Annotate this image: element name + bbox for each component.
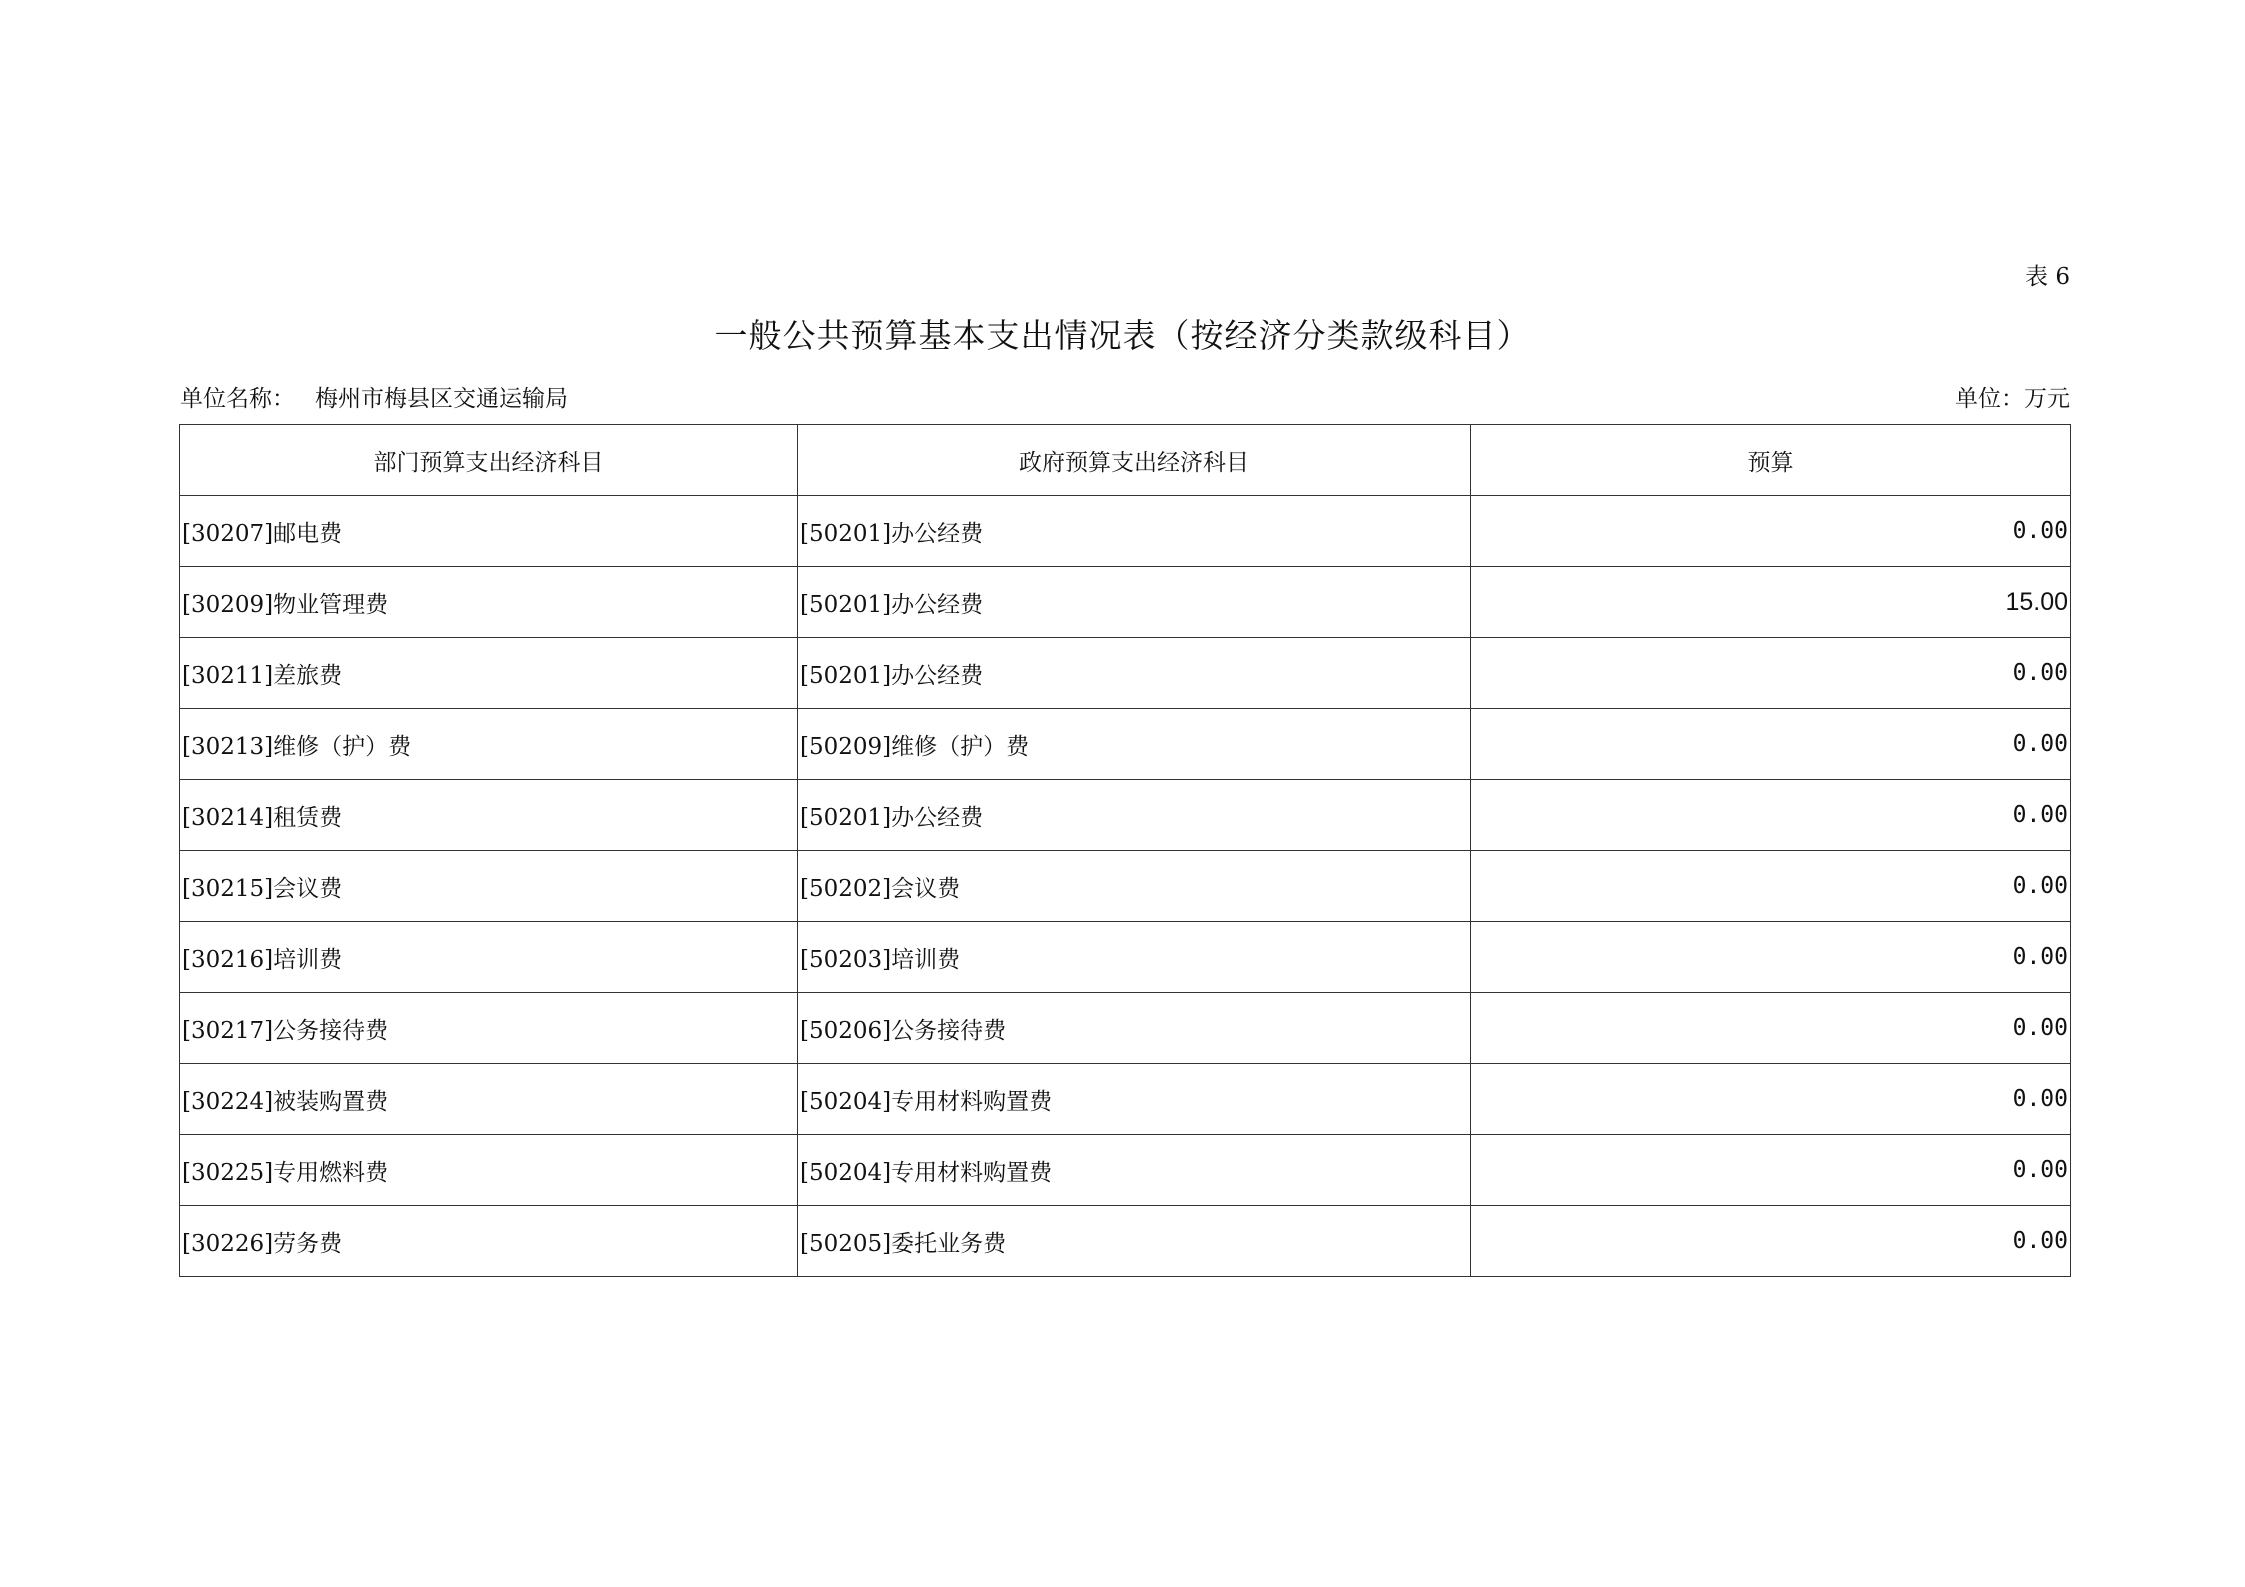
unit-name-value: 梅州市梅县区交通运输局 (315, 386, 568, 412)
table-row (180, 1135, 2071, 1206)
dept-subject-cell: [30217]公务接待费 (180, 993, 798, 1064)
dept-subject-cell: [30215]会议费 (180, 851, 798, 922)
column-header-gov-subject: 政府预算支出经济科目 (798, 425, 1471, 496)
table-header-row (180, 425, 2071, 496)
column-header-budget: 预算 (1471, 425, 2071, 496)
budget-amount-cell: 0.00 (1471, 780, 2071, 851)
dept-subject-cell: [30226]劳务费 (180, 1206, 798, 1277)
budget-amount-cell: 0.00 (1471, 1206, 2071, 1277)
dept-subject-cell: [30214]租赁费 (180, 780, 798, 851)
budget-amount-cell: 0.00 (1471, 709, 2071, 780)
gov-subject-cell: [50204]专用材料购置费 (798, 1064, 1471, 1135)
table-row (180, 638, 2071, 709)
budget-amount-cell: 0.00 (1471, 851, 2071, 922)
table-row (180, 709, 2071, 780)
gov-subject-cell: [50201]办公经费 (798, 638, 1471, 709)
table-number: 表 6 (2025, 264, 2070, 290)
table-row (180, 496, 2071, 567)
dept-subject-cell: [30225]专用燃料费 (180, 1135, 798, 1206)
gov-subject-cell: [50203]培训费 (798, 922, 1471, 993)
dept-subject-cell: [30207]邮电费 (180, 496, 798, 567)
gov-subject-cell: [50206]公务接待费 (798, 993, 1471, 1064)
column-header-dept-subject: 部门预算支出经济科目 (180, 425, 798, 496)
unit-name-label: 单位名称： (180, 386, 295, 412)
budget-amount-cell: 0.00 (1471, 1135, 2071, 1206)
budget-table (179, 424, 2071, 1277)
table-row (180, 851, 2071, 922)
budget-amount-cell: 0.00 (1471, 496, 2071, 567)
table-row (180, 780, 2071, 851)
dept-subject-cell: [30209]物业管理费 (180, 567, 798, 638)
budget-amount-cell: 15.00 (1471, 567, 2071, 638)
unit-measure: 单位：万元 (1955, 386, 2070, 412)
gov-subject-cell: [50204]专用材料购置费 (798, 1135, 1471, 1206)
dept-subject-cell: [30216]培训费 (180, 922, 798, 993)
gov-subject-cell: [50201]办公经费 (798, 567, 1471, 638)
table-row (180, 1206, 2071, 1277)
gov-subject-cell: [50209]维修（护）费 (798, 709, 1471, 780)
budget-amount-cell: 0.00 (1471, 922, 2071, 993)
gov-subject-cell: [50205]委托业务费 (798, 1206, 1471, 1277)
dept-subject-cell: [30211]差旅费 (180, 638, 798, 709)
table-row (180, 1064, 2071, 1135)
budget-amount-cell: 0.00 (1471, 1064, 2071, 1135)
page-title: 一般公共预算基本支出情况表（按经济分类款级科目） (714, 316, 1531, 355)
gov-subject-cell: [50202]会议费 (798, 851, 1471, 922)
table-row (180, 922, 2071, 993)
table-row (180, 567, 2071, 638)
budget-amount-cell: 0.00 (1471, 638, 2071, 709)
gov-subject-cell: [50201]办公经费 (798, 780, 1471, 851)
dept-subject-cell: [30224]被装购置费 (180, 1064, 798, 1135)
gov-subject-cell: [50201]办公经费 (798, 496, 1471, 567)
table-row (180, 993, 2071, 1064)
budget-amount-cell: 0.00 (1471, 993, 2071, 1064)
dept-subject-cell: [30213]维修（护）费 (180, 709, 798, 780)
